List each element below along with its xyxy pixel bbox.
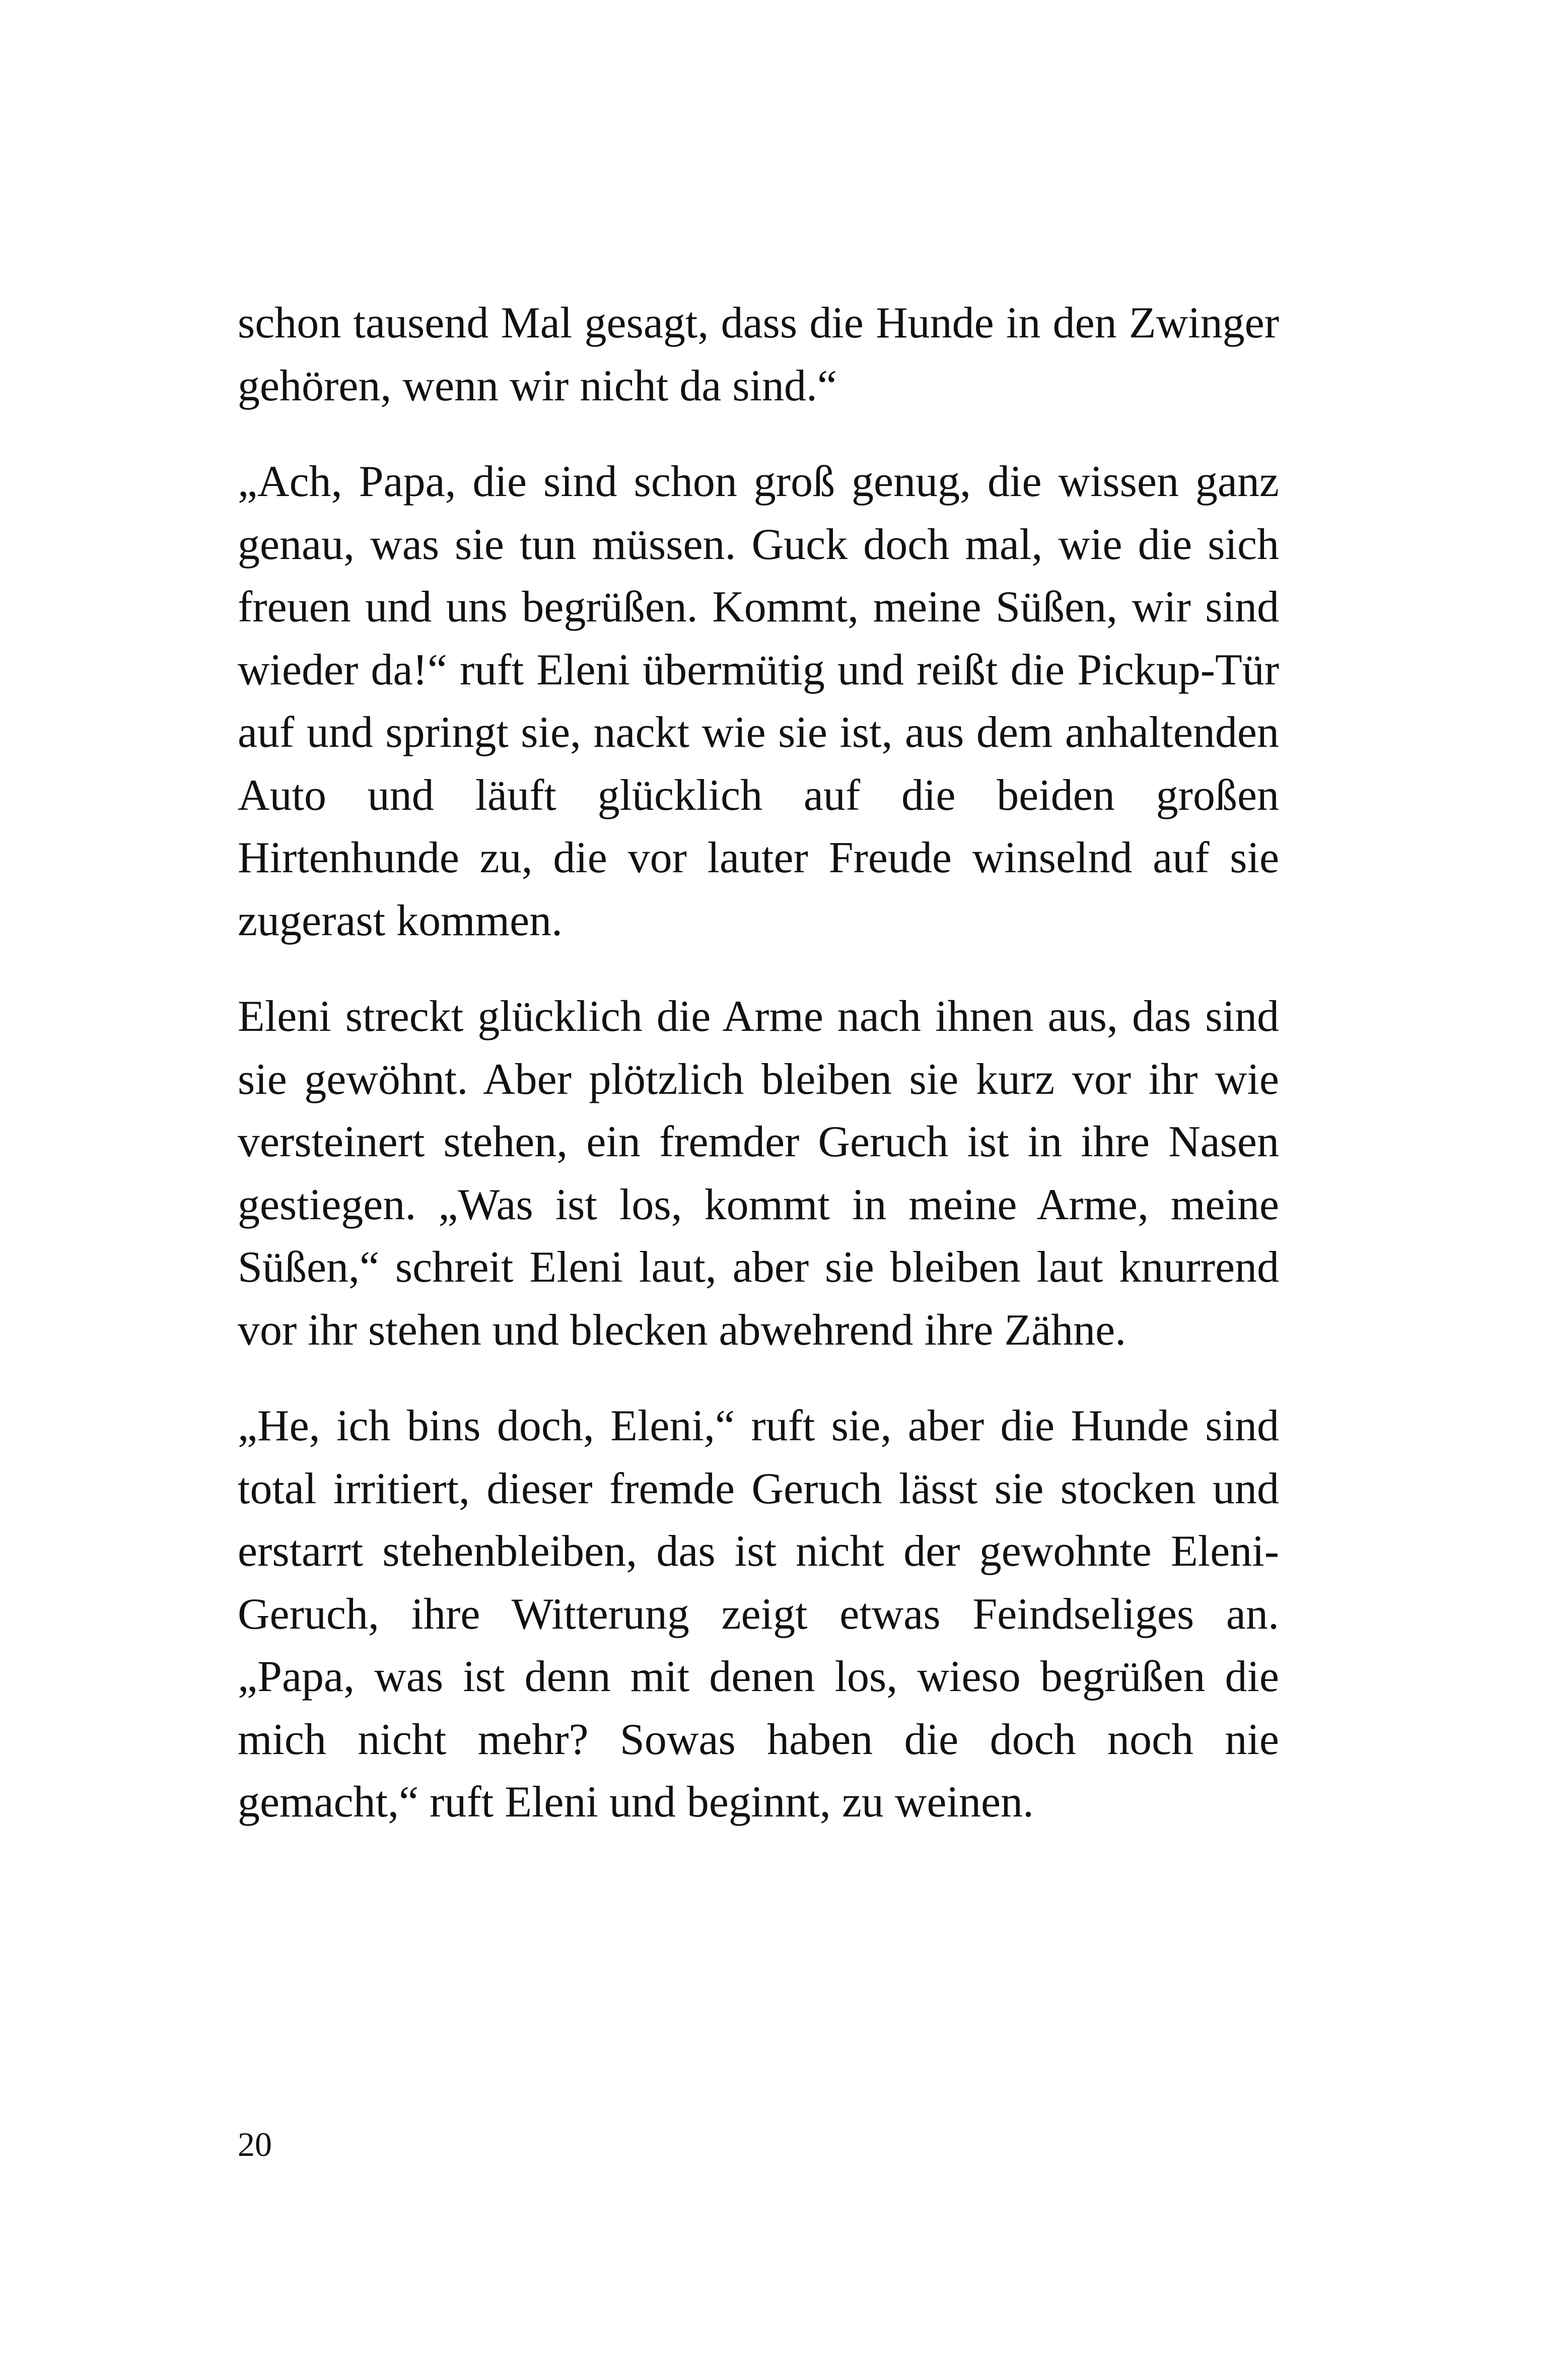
paragraph: „He, ich bins doch, Eleni,“ ruft sie, aber die Hunde sind total irritiert, dieser fremde Geruch lässt sie stocken und erstarrt stehenbleiben, das ist nicht der gewohnte Eleni-Geruch, ihre Witterung zeigt etwas Feindseliges an. „Papa, was ist denn mit denen los, wieso begrüßen die mich nicht mehr? Sowas haben die doch noch nie gemacht,“ ruft Eleni und beginnt, zu weinen.: [238, 1402, 1279, 1827]
paragraph: schon tausend Mal gesagt, dass die Hunde in den Zwinger gehören, wenn wir nicht da sind.“: [238, 299, 1279, 410]
page-number: 20: [238, 2125, 272, 2163]
paragraph: „Ach, Papa, die sind schon groß genug, die wissen ganz genau, was sie tun müssen. Guck doch mal, wie die sich freuen und uns begrüßen. Kommt, meine Süßen, wir sind wieder da!“ ruft Eleni übermütig und reißt die Pickup-Tür auf und springt sie, nackt wie sie ist, aus dem anhaltenden Auto und läuft glücklich auf die beiden großen Hirtenhunde zu, die vor lauter Freude winselnd auf sie zugerast kommen.: [238, 457, 1279, 945]
paragraph: Eleni streckt glücklich die Arme nach ihnen aus, das sind sie gewöhnt. Aber plötzlich bleiben sie kurz vor ihr wie versteinert stehen, ein fremder Geruch ist in ihre Nasen gestiegen. „Was ist los, kommt in meine Arme, meine Süßen,“ schreit Eleni laut, aber sie bleiben laut knurrend vor ihr stehen und blecken abwehrend ihre Zähne.: [238, 992, 1279, 1355]
body-text: [238, 292, 1279, 1834]
